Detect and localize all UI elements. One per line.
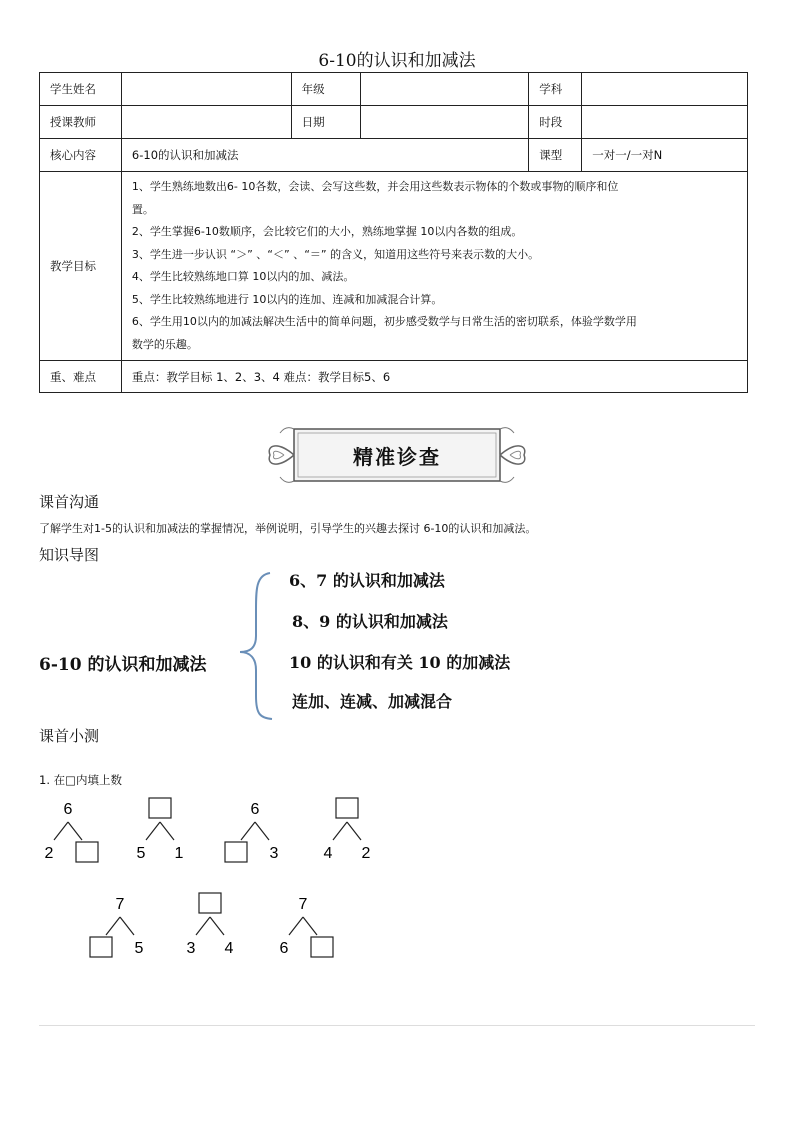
tree-left-number: 2	[44, 845, 54, 862]
tree-right-number: 5	[134, 940, 144, 957]
period-label: 时段	[529, 106, 582, 139]
lesson-type-value: 一对一/一对N	[582, 139, 748, 172]
lesson-type-label: 课型	[529, 139, 582, 172]
date-label: 日期	[291, 106, 360, 139]
key-points-label: 重、难点	[40, 361, 122, 393]
student-name-label: 学生姓名	[40, 73, 122, 106]
tree-right-number: 3	[269, 845, 279, 862]
tree-right-blank-box[interactable]	[76, 842, 98, 862]
tree-branches	[196, 917, 224, 935]
intro-text: 了解学生对1-5的认识和加减法的掌握情况，举例说明，引导学生的兴趣去探讨 6-10的认识和加减法。	[39, 522, 537, 535]
banner-title: 精准诊查	[353, 445, 441, 469]
goal-line: 3、学生进一步认识 “＞” 、“＜” 、“＝” 的含义，知道用这些符号来表示数的大小。	[131, 247, 540, 261]
page-title: 6-10的认识和加减法	[318, 51, 476, 71]
tree-top-number: 6	[63, 801, 73, 818]
mindmap-item: 连加、连减、加减混合	[292, 692, 453, 711]
tree-right-number: 1	[174, 845, 184, 862]
mindmap-root: 6-10 的认识和加减法	[39, 655, 207, 675]
tree-branches	[289, 917, 317, 935]
tree-top-number: 7	[115, 896, 125, 913]
goal-line: 4、学生比较熟练地口算 10以内的加、减法。	[131, 270, 355, 283]
tree-branches	[54, 822, 82, 840]
mindmap-item: 8、9 的认识和加减法	[292, 612, 448, 631]
goal-line: 5、学生比较熟练地进行 10以内的连加、连减和加减混合计算。	[131, 292, 443, 306]
goal-line: 数学的乐趣。	[131, 337, 198, 351]
core-content-value: 6-10的认识和加减法	[121, 139, 528, 172]
teacher-label: 授课教师	[40, 106, 122, 139]
tree-top-number: 6	[250, 801, 260, 818]
tree-top-blank-box[interactable]	[149, 798, 171, 818]
mindmap-item: 6、7 的认识和加减法	[289, 571, 445, 590]
section-heading-quiz: 课首小测	[39, 727, 100, 745]
tree-left-number: 6	[279, 940, 289, 957]
tree-right-number: 4	[224, 940, 234, 957]
key-points-value: 重点：教学目标 1、2、3、4 难点：教学目标5、6	[121, 361, 747, 393]
tree-top-number: 7	[298, 896, 308, 913]
grade-label: 年级	[291, 73, 360, 106]
tree-right-blank-box[interactable]	[311, 937, 333, 957]
footer-divider	[39, 1025, 755, 1026]
tree-top-blank-box[interactable]	[336, 798, 358, 818]
goals-label: 教学目标	[40, 172, 122, 361]
mindmap-item: 10 的认识和有关 10 的加减法	[289, 653, 511, 672]
tree-left-blank-box[interactable]	[90, 937, 112, 957]
quiz-question: 1. 在□内填上数	[39, 773, 122, 787]
tree-right-number: 2	[361, 845, 371, 862]
tree-left-number: 4	[323, 845, 333, 862]
tree-branches	[333, 822, 361, 840]
tree-top-blank-box[interactable]	[199, 893, 221, 913]
section-heading-intro: 课首沟通	[39, 493, 100, 511]
tree-branches	[146, 822, 174, 840]
goal-line: 2、学生掌握6-10数顺序，会比较它们的大小，熟练地掌握 10以内各数的组成。	[131, 225, 523, 238]
section-heading-mindmap: 知识导图	[39, 546, 100, 564]
tree-left-blank-box[interactable]	[225, 842, 247, 862]
tree-branches	[106, 917, 134, 935]
subject-label: 学科	[529, 73, 582, 106]
tree-left-number: 3	[186, 940, 196, 957]
goal-line: 置。	[131, 202, 154, 216]
tree-left-number: 5	[136, 845, 146, 862]
core-content-label: 核心内容	[40, 139, 122, 172]
tree-branches	[241, 822, 269, 840]
goal-line: 6、学生用10以内的加减法解决生活中的简单问题，初步感受数学与日常生活的密切联系，体验学数学用	[131, 315, 637, 328]
goal-line: 1、学生熟练地数出6- 10各数，会读、会写这些数，并会用这些数表示物体的个数或事物的顺序和位	[131, 180, 619, 193]
